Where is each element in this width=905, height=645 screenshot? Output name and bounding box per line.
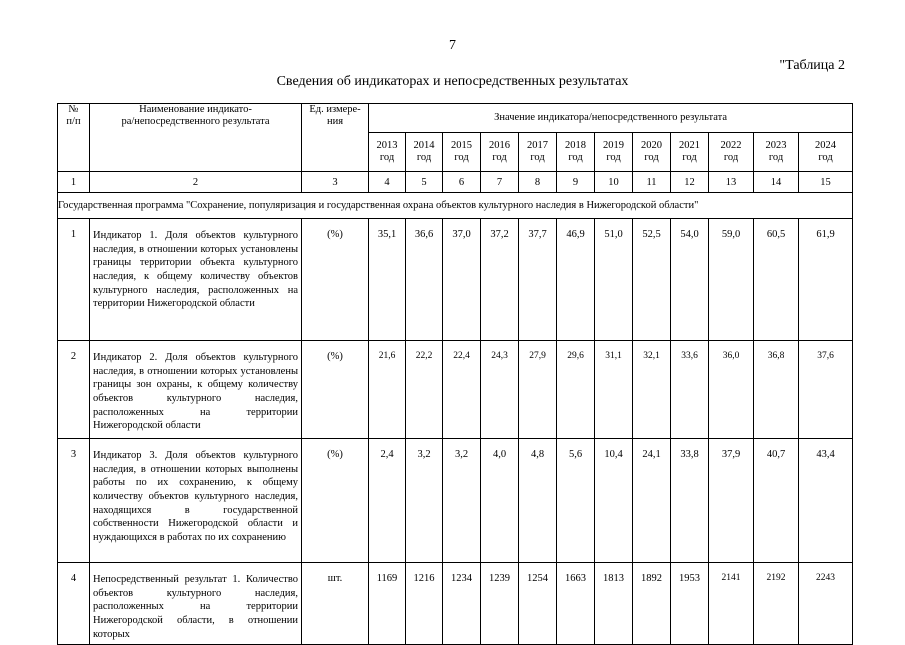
year-word: год xyxy=(416,152,432,163)
document-title: Сведения об индикаторах и непосредственных результатах xyxy=(276,74,629,89)
column-index-cell: 7 xyxy=(481,172,519,193)
column-index-row xyxy=(58,172,853,193)
value-cell: 37,0 xyxy=(443,219,481,341)
table-row xyxy=(58,439,853,563)
year-word: год xyxy=(644,152,659,163)
value-cell: 3,2 xyxy=(406,439,443,563)
year-value: 2015 xyxy=(451,139,472,151)
value-cell: 21,6 xyxy=(369,341,406,439)
header-unit-text: Ед. измере- ния xyxy=(309,104,361,128)
value-cell: 27,9 xyxy=(519,341,557,439)
value-cell: 1169 xyxy=(369,563,406,645)
value-cell: 51,0 xyxy=(595,219,633,341)
year-word: год xyxy=(568,152,583,163)
row-name: Непосредственный результат 1. Количество объектов культурного наследия, расположенных на территории Нижегородской области, в отношении которых xyxy=(90,563,302,645)
value-cell: 1663 xyxy=(557,563,595,645)
value-cell: 36,6 xyxy=(406,219,443,341)
column-index-cell: 9 xyxy=(557,172,595,193)
value-cell: 1234 xyxy=(443,563,481,645)
header-name-text: Наименование индикато- ра/непосредственного результата xyxy=(121,104,270,128)
year-header xyxy=(754,133,799,172)
year-value: 2022 xyxy=(720,139,742,151)
year-header xyxy=(557,133,595,172)
value-cell: 1254 xyxy=(519,563,557,645)
table-row xyxy=(58,563,853,645)
page-number: 7 xyxy=(449,38,456,53)
section-title: Государственная программа "Сохранение, популяризация и государственная охрана объектов культурного наследия в Нижегородской области" xyxy=(58,193,853,219)
value-cell: 52,5 xyxy=(633,219,671,341)
column-index-cell: 2 xyxy=(90,172,302,193)
column-index-cell: 14 xyxy=(754,172,799,193)
row-number: 1 xyxy=(58,219,90,341)
year-word: год xyxy=(492,152,507,163)
header-name xyxy=(90,104,302,172)
year-word: год xyxy=(682,152,697,163)
value-cell: 33,8 xyxy=(671,439,709,563)
value-cell: 33,6 xyxy=(671,341,709,439)
year-value: 2018 xyxy=(565,139,586,151)
year-value: 2016 xyxy=(489,139,510,151)
year-header xyxy=(633,133,671,172)
column-index-cell: 4 xyxy=(369,172,406,193)
value-cell: 10,4 xyxy=(595,439,633,563)
column-index-cell: 15 xyxy=(799,172,853,193)
value-cell: 59,0 xyxy=(709,219,754,341)
header-unit xyxy=(302,104,369,172)
row-unit: (%) xyxy=(302,439,369,563)
value-cell: 60,5 xyxy=(754,219,799,341)
row-name: Индикатор 3. Доля объектов культурного наследия, в отношении которых выполнены работы по их сохранению, к общему количеству объектов культурного наследия, находящихся в государственной собственности Нижегородской области и нуждающихся в работах по их сохранению xyxy=(90,439,302,563)
value-cell: 1892 xyxy=(633,563,671,645)
header-row xyxy=(58,104,853,133)
year-word: год xyxy=(379,152,395,163)
row-unit: (%) xyxy=(302,341,369,439)
indicators-table xyxy=(57,103,853,645)
value-cell: 29,6 xyxy=(557,341,595,439)
header-values xyxy=(369,104,853,133)
header-num xyxy=(58,104,90,172)
year-header xyxy=(519,133,557,172)
value-cell: 46,9 xyxy=(557,219,595,341)
table-row xyxy=(58,219,853,341)
year-value: 2014 xyxy=(413,139,435,151)
year-header xyxy=(369,133,406,172)
year-value: 2023 xyxy=(765,139,787,151)
year-word: год xyxy=(606,152,621,163)
value-cell: 31,1 xyxy=(595,341,633,439)
row-unit: (%) xyxy=(302,219,369,341)
value-cell: 40,7 xyxy=(754,439,799,563)
year-value: 2019 xyxy=(603,139,624,151)
year-value: 2021 xyxy=(679,139,700,151)
value-cell: 3,2 xyxy=(443,439,481,563)
year-header xyxy=(406,133,443,172)
value-cell: 36,8 xyxy=(754,341,799,439)
column-index-cell: 3 xyxy=(302,172,369,193)
value-cell: 4,8 xyxy=(519,439,557,563)
column-index-cell: 8 xyxy=(519,172,557,193)
year-value: 2024 xyxy=(815,139,837,151)
row-name: Индикатор 2. Доля объектов культурного наследия, в отношении которых установлены границы зон охраны, к общему количеству объектов культурного наследия, расположенных на территории Нижегородской области xyxy=(90,341,302,439)
row-number: 3 xyxy=(58,439,90,563)
value-cell: 43,4 xyxy=(799,439,853,563)
value-cell: 2,4 xyxy=(369,439,406,563)
year-header xyxy=(671,133,709,172)
year-header xyxy=(799,133,853,172)
column-index-cell: 1 xyxy=(58,172,90,193)
column-index-cell: 12 xyxy=(671,172,709,193)
year-word: год xyxy=(723,152,739,163)
year-value: 2013 xyxy=(376,139,398,151)
row-number: 2 xyxy=(58,341,90,439)
value-cell: 1953 xyxy=(671,563,709,645)
year-header xyxy=(709,133,754,172)
value-cell: 22,2 xyxy=(406,341,443,439)
table-label: "Таблица 2 xyxy=(779,58,845,73)
year-word: год xyxy=(818,152,833,163)
value-cell: 4,0 xyxy=(481,439,519,563)
year-word: год xyxy=(768,152,784,163)
value-cell: 1239 xyxy=(481,563,519,645)
column-index-cell: 5 xyxy=(406,172,443,193)
year-header xyxy=(481,133,519,172)
header-num-text: № п/п xyxy=(66,104,81,128)
column-index-cell: 13 xyxy=(709,172,754,193)
value-cell: 36,0 xyxy=(709,341,754,439)
value-cell: 2192 xyxy=(754,563,799,645)
value-cell: 35,1 xyxy=(369,219,406,341)
row-unit: шт. xyxy=(302,563,369,645)
value-cell: 2243 xyxy=(799,563,853,645)
value-cell: 32,1 xyxy=(633,341,671,439)
value-cell: 54,0 xyxy=(671,219,709,341)
year-value: 2017 xyxy=(527,139,548,151)
value-cell: 61,9 xyxy=(799,219,853,341)
year-value: 2020 xyxy=(641,139,662,151)
value-cell: 2141 xyxy=(709,563,754,645)
value-cell: 24,3 xyxy=(481,341,519,439)
value-cell: 5,6 xyxy=(557,439,595,563)
column-index-cell: 11 xyxy=(633,172,671,193)
section-row xyxy=(58,193,853,219)
value-cell: 37,7 xyxy=(519,219,557,341)
value-cell: 22,4 xyxy=(443,341,481,439)
header-values-text: Значение индикатора/непосредственного результата xyxy=(494,111,728,123)
column-index-cell: 10 xyxy=(595,172,633,193)
table-row xyxy=(58,341,853,439)
value-cell: 1813 xyxy=(595,563,633,645)
row-number: 4 xyxy=(58,563,90,645)
year-header xyxy=(595,133,633,172)
year-header xyxy=(443,133,481,172)
value-cell: 37,6 xyxy=(799,341,853,439)
value-cell: 37,2 xyxy=(481,219,519,341)
value-cell: 24,1 xyxy=(633,439,671,563)
year-word: год xyxy=(454,152,469,163)
column-index-cell: 6 xyxy=(443,172,481,193)
row-name: Индикатор 1. Доля объектов культурного наследия, в отношении которых установлены границы территории объекта культурного наследия, к общему количеству объектов культурного наследия, расположенных на территории Нижегородской области xyxy=(90,219,302,341)
year-word: год xyxy=(530,152,545,163)
value-cell: 37,9 xyxy=(709,439,754,563)
value-cell: 1216 xyxy=(406,563,443,645)
